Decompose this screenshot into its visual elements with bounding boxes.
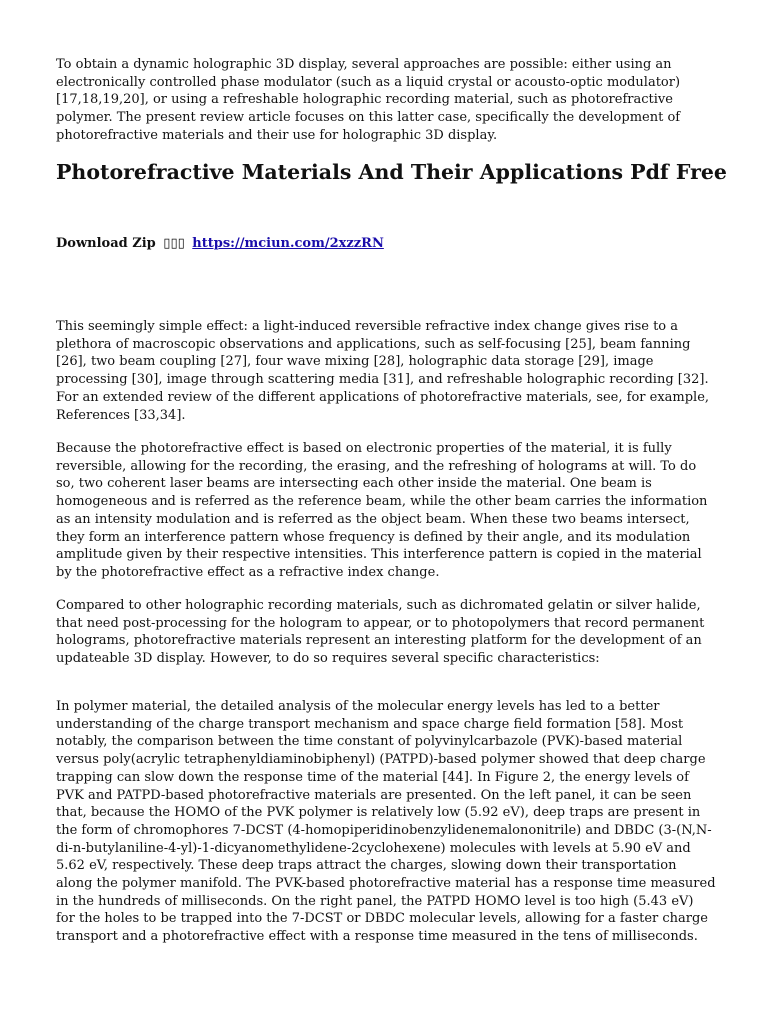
body-paragraph-2: Because the photorefractive effect is based on electronic properties of the material, it is fully reversible, allowing for the recording, the erasing, and the refreshing of holograms at will. To do so, two coherent laser beams are intersecting each other inside the material. One beam is homogeneous and is referred as the reference beam, while the other beam carries the information as an intensity modulation and is referred as the object beam. When these two beams intersect, they form an interference pattern whose frequency is defined by their angle, and its modulation amplitude given by their respective intensities. This interference pattern is copied in the material by the photorefractive effect as a refractive index change. xyxy=(56,441,708,580)
download-label: Download Zip xyxy=(56,236,156,251)
body-paragraph-4: In polymer material, the detailed analysis of the molecular energy levels has led to a better understanding of the charge transport mechanism and space charge field formation [58]. Most notably, the comparison between the time constant of polyvinylcarbazole (PVK)-based material versus poly(acrylic tetraphenyldiaminobiphenyl) (PATPD)-based polymer showed that deep charge trapping can slow down the response time of the material [44]. In Figure 2, the energy levels of PVK and PATPD-based photorefractive materials are presented. On the left panel, it can be seen that, because the HOMO of the PVK polymer is relatively low (5.92 eV), deep traps are present in the form of chromophores 7-DCST (4-homopiperidinobenzylidenemalononitrile) and DBDC (3-(N,N-di-n-butylaniline-4-yl)-1-dicyanomethylidene-2cyclohexene) molecules with levels at 5.90 eV and 5.62 eV, respectively. These deep traps attract the charges, slowing down their transportation along the polymer manifold. The PVK-based photorefractive material has a response time measured in the hundreds of milliseconds. On the right panel, the PATPD HOMO level is too high (5.43 eV) for the holes to be trapped into the 7-DCST or DBDC molecular levels, allowing for a faster charge transport and a photorefractive effect with a response time measured in the tens of milliseconds. xyxy=(56,699,716,945)
body-paragraph-1: This seemingly simple effect: a light-induced reversible refractive index change gives rise to a plethora of macroscopic observations and applications, such as self-focusing [25], beam fanning [26], two beam coupling [27], four wave mixing [28], holographic data storage [29], image processing [30], image through scattering media [31], and refreshable holographic recording [32]. For an extended review of the different applications of photorefractive materials, see, for example, References [33,34]. xyxy=(56,319,710,423)
page-title: Photorefractive Materials And Their Applications Pdf Free xyxy=(56,160,727,184)
intro-paragraph: To obtain a dynamic holographic 3D display, several approaches are possible: either using an electronically controlled phase modulator (such as a liquid crystal or acousto-optic modulator) [17,18,19,20], or using a refreshable holographic recording material, such as photorefractive polymer. The present review article focuses on this latter case, specifically the development of photorefractive materials and their use for holographic 3D display. xyxy=(56,57,681,143)
body-paragraph-3: Compared to other holographic recording materials, such as dichromated gelatin or silver halide, that need post-processing for the hologram to appear, or to photopolymers that record permanent holograms, photorefractive materials represent an interesting platform for the development of an updateable 3D display. However, to do so requires several specific characteristics: xyxy=(56,598,705,667)
download-link[interactable]: https://mciun.com/2xzzRN xyxy=(192,236,384,251)
download-arrow-glyphs: ▯▯▯ xyxy=(163,236,185,251)
download-line xyxy=(56,235,384,252)
